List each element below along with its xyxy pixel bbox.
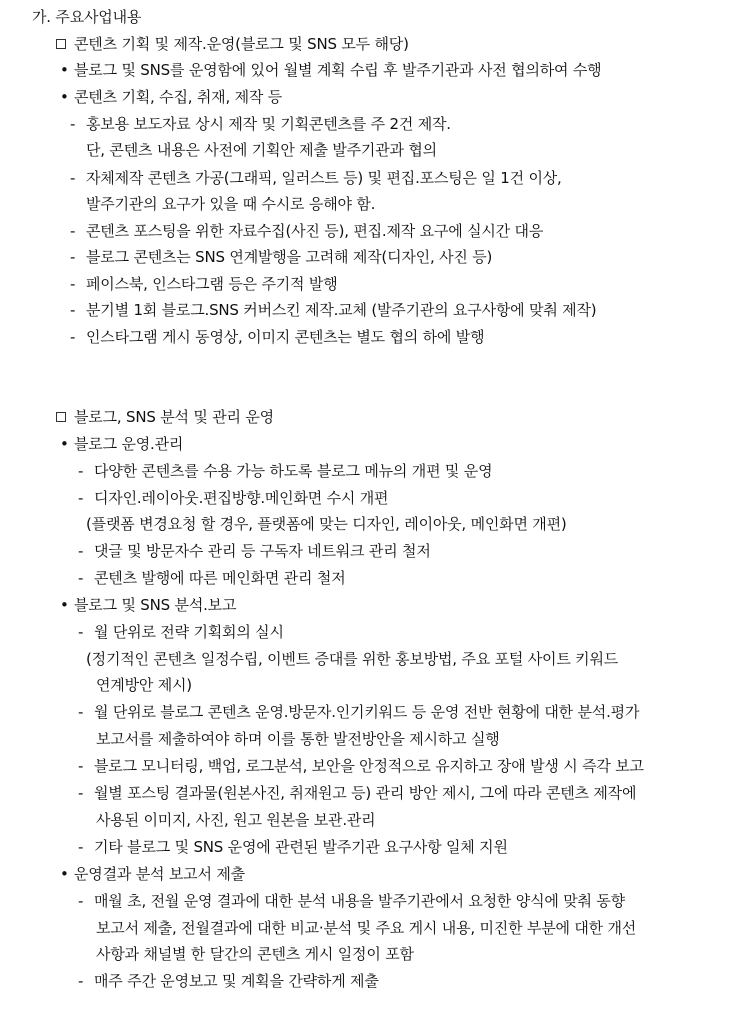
checkbox-square-icon — [56, 412, 66, 422]
list-item: - 월별 포스팅 결과물(원본사진, 취재원고 등) 관리 방안 제시, 그에 따라 콘텐츠 제작에 — [78, 784, 637, 802]
list-item: • 블로그 운영.관리 — [60, 435, 184, 453]
dash-icon: - — [78, 892, 84, 910]
dash-icon: - — [70, 275, 76, 293]
bullet-icon: • — [60, 435, 69, 453]
list-item: • 블로그 및 SNS 분석.보고 — [60, 596, 237, 614]
list-item: - 홍보용 보도자료 상시 제작 및 기획콘텐츠를 주 2건 제작. — [70, 115, 451, 133]
list-item-continuation: (플랫폼 변경요청 할 경우, 플랫폼에 맞는 디자인, 레이아웃, 메인화면 개편) — [86, 515, 567, 533]
dash-icon: - — [70, 328, 76, 346]
dash-icon: - — [78, 542, 84, 560]
list-item: - 자체제작 콘텐츠 가공(그래픽, 일러스트 등) 및 편집.포스팅은 일 1건 이상, — [70, 169, 562, 187]
dash-icon: - — [78, 784, 84, 802]
dash-icon: - — [78, 489, 84, 507]
list-item: • 블로그 및 SNS를 운영함에 있어 월별 계획 수립 후 발주기관과 사전 협의하여 수행 — [60, 61, 602, 79]
list-item: - 다양한 콘텐츠를 수용 가능 하도록 블로그 메뉴의 개편 및 운영 — [78, 462, 493, 480]
dash-icon: - — [70, 222, 76, 240]
dash-icon: - — [70, 248, 76, 266]
list-item-continuation: 발주기관의 요구가 있을 때 수시로 응해야 함. — [86, 195, 376, 213]
section2-title: 블로그, SNS 분석 및 관리 운영 — [56, 407, 274, 427]
list-item-continuation: 사항과 채널별 한 달간의 콘텐츠 게시 일정이 포함 — [96, 945, 414, 963]
list-item: - 분기별 1회 블로그.SNS 커버스킨 제작.교체 (발주기관의 요구사항에 맞춰 제작) — [70, 301, 597, 319]
dash-icon: - — [78, 623, 84, 641]
list-item: - 인스타그램 게시 동영상, 이미지 콘텐츠는 별도 협의 하에 발행 — [70, 328, 485, 346]
dash-icon: - — [70, 169, 76, 187]
section-heading: 가. 주요사업내용 — [32, 8, 142, 26]
dash-icon: - — [78, 972, 84, 990]
list-item: - 페이스북, 인스타그램 등은 주기적 발행 — [70, 275, 338, 293]
list-item: - 댓글 및 방문자수 관리 등 구독자 네트워크 관리 철저 — [78, 542, 431, 560]
list-item: - 블로그 모니터링, 백업, 로그분석, 보안을 안정적으로 유지하고 장애 발생 시 즉각 보고 — [78, 757, 644, 775]
list-item: - 블로그 콘텐츠는 SNS 연계발행을 고려해 제작(디자인, 사진 등) — [70, 248, 493, 266]
section1-title: 콘텐츠 기획 및 제작.운영(블로그 및 SNS 모두 해당) — [56, 34, 409, 54]
list-item-continuation: 연계방안 제시) — [96, 676, 192, 694]
dash-icon: - — [78, 703, 84, 721]
dash-icon: - — [70, 115, 76, 133]
dash-icon: - — [70, 301, 76, 319]
list-item: - 디자인.레이아웃.편집방향.메인화면 수시 개편 — [78, 489, 389, 507]
bullet-icon: • — [60, 61, 69, 79]
list-item: - 월 단위로 전략 기획회의 실시 — [78, 623, 284, 641]
list-item-continuation: 보고서 제출, 전월결과에 대한 비교·분석 및 주요 게시 내용, 미진한 부분에 대한 개선 — [96, 919, 637, 937]
list-item: - 월 단위로 블로그 콘텐츠 운영.방문자.인기키워드 등 운영 전반 현황에 대한 분석.평가 — [78, 703, 640, 721]
list-item: - 콘텐츠 발행에 따른 메인화면 관리 철저 — [78, 569, 346, 587]
dash-icon: - — [78, 462, 84, 480]
list-item: • 운영결과 분석 보고서 제출 — [60, 865, 245, 883]
dash-icon: - — [78, 838, 84, 856]
dash-icon: - — [78, 757, 84, 775]
list-item: - 콘텐츠 포스팅을 위한 자료수집(사진 등), 편집.제작 요구에 실시간 대응 — [70, 222, 544, 240]
dash-icon: - — [78, 569, 84, 587]
list-item-continuation: 단, 콘텐츠 내용은 사전에 기획안 제출 발주기관과 협의 — [86, 141, 437, 159]
list-item-continuation: (정기적인 콘텐츠 일정수립, 이벤트 증대를 위한 홍보방법, 주요 포털 사이트 키워드 — [86, 650, 619, 668]
list-item-continuation: 보고서를 제출하여야 하며 이를 통한 발전방안을 제시하고 실행 — [96, 730, 500, 748]
list-item: - 매주 주간 운영보고 및 계획을 간략하게 제출 — [78, 972, 379, 990]
checkbox-square-icon — [56, 39, 66, 49]
list-item-continuation: 사용된 이미지, 사진, 원고 원본을 보관.관리 — [96, 811, 376, 829]
bullet-icon: • — [60, 865, 69, 883]
list-item: • 콘텐츠 기획, 수집, 취재, 제작 등 — [60, 88, 283, 106]
list-item: - 매월 초, 전월 운영 결과에 대한 분석 내용을 발주기관에서 요청한 양식에 맞춰 동향 — [78, 892, 625, 910]
list-item: - 기타 블로그 및 SNS 운영에 관련된 발주기관 요구사항 일체 지원 — [78, 838, 508, 856]
bullet-icon: • — [60, 88, 69, 106]
bullet-icon: • — [60, 596, 69, 614]
